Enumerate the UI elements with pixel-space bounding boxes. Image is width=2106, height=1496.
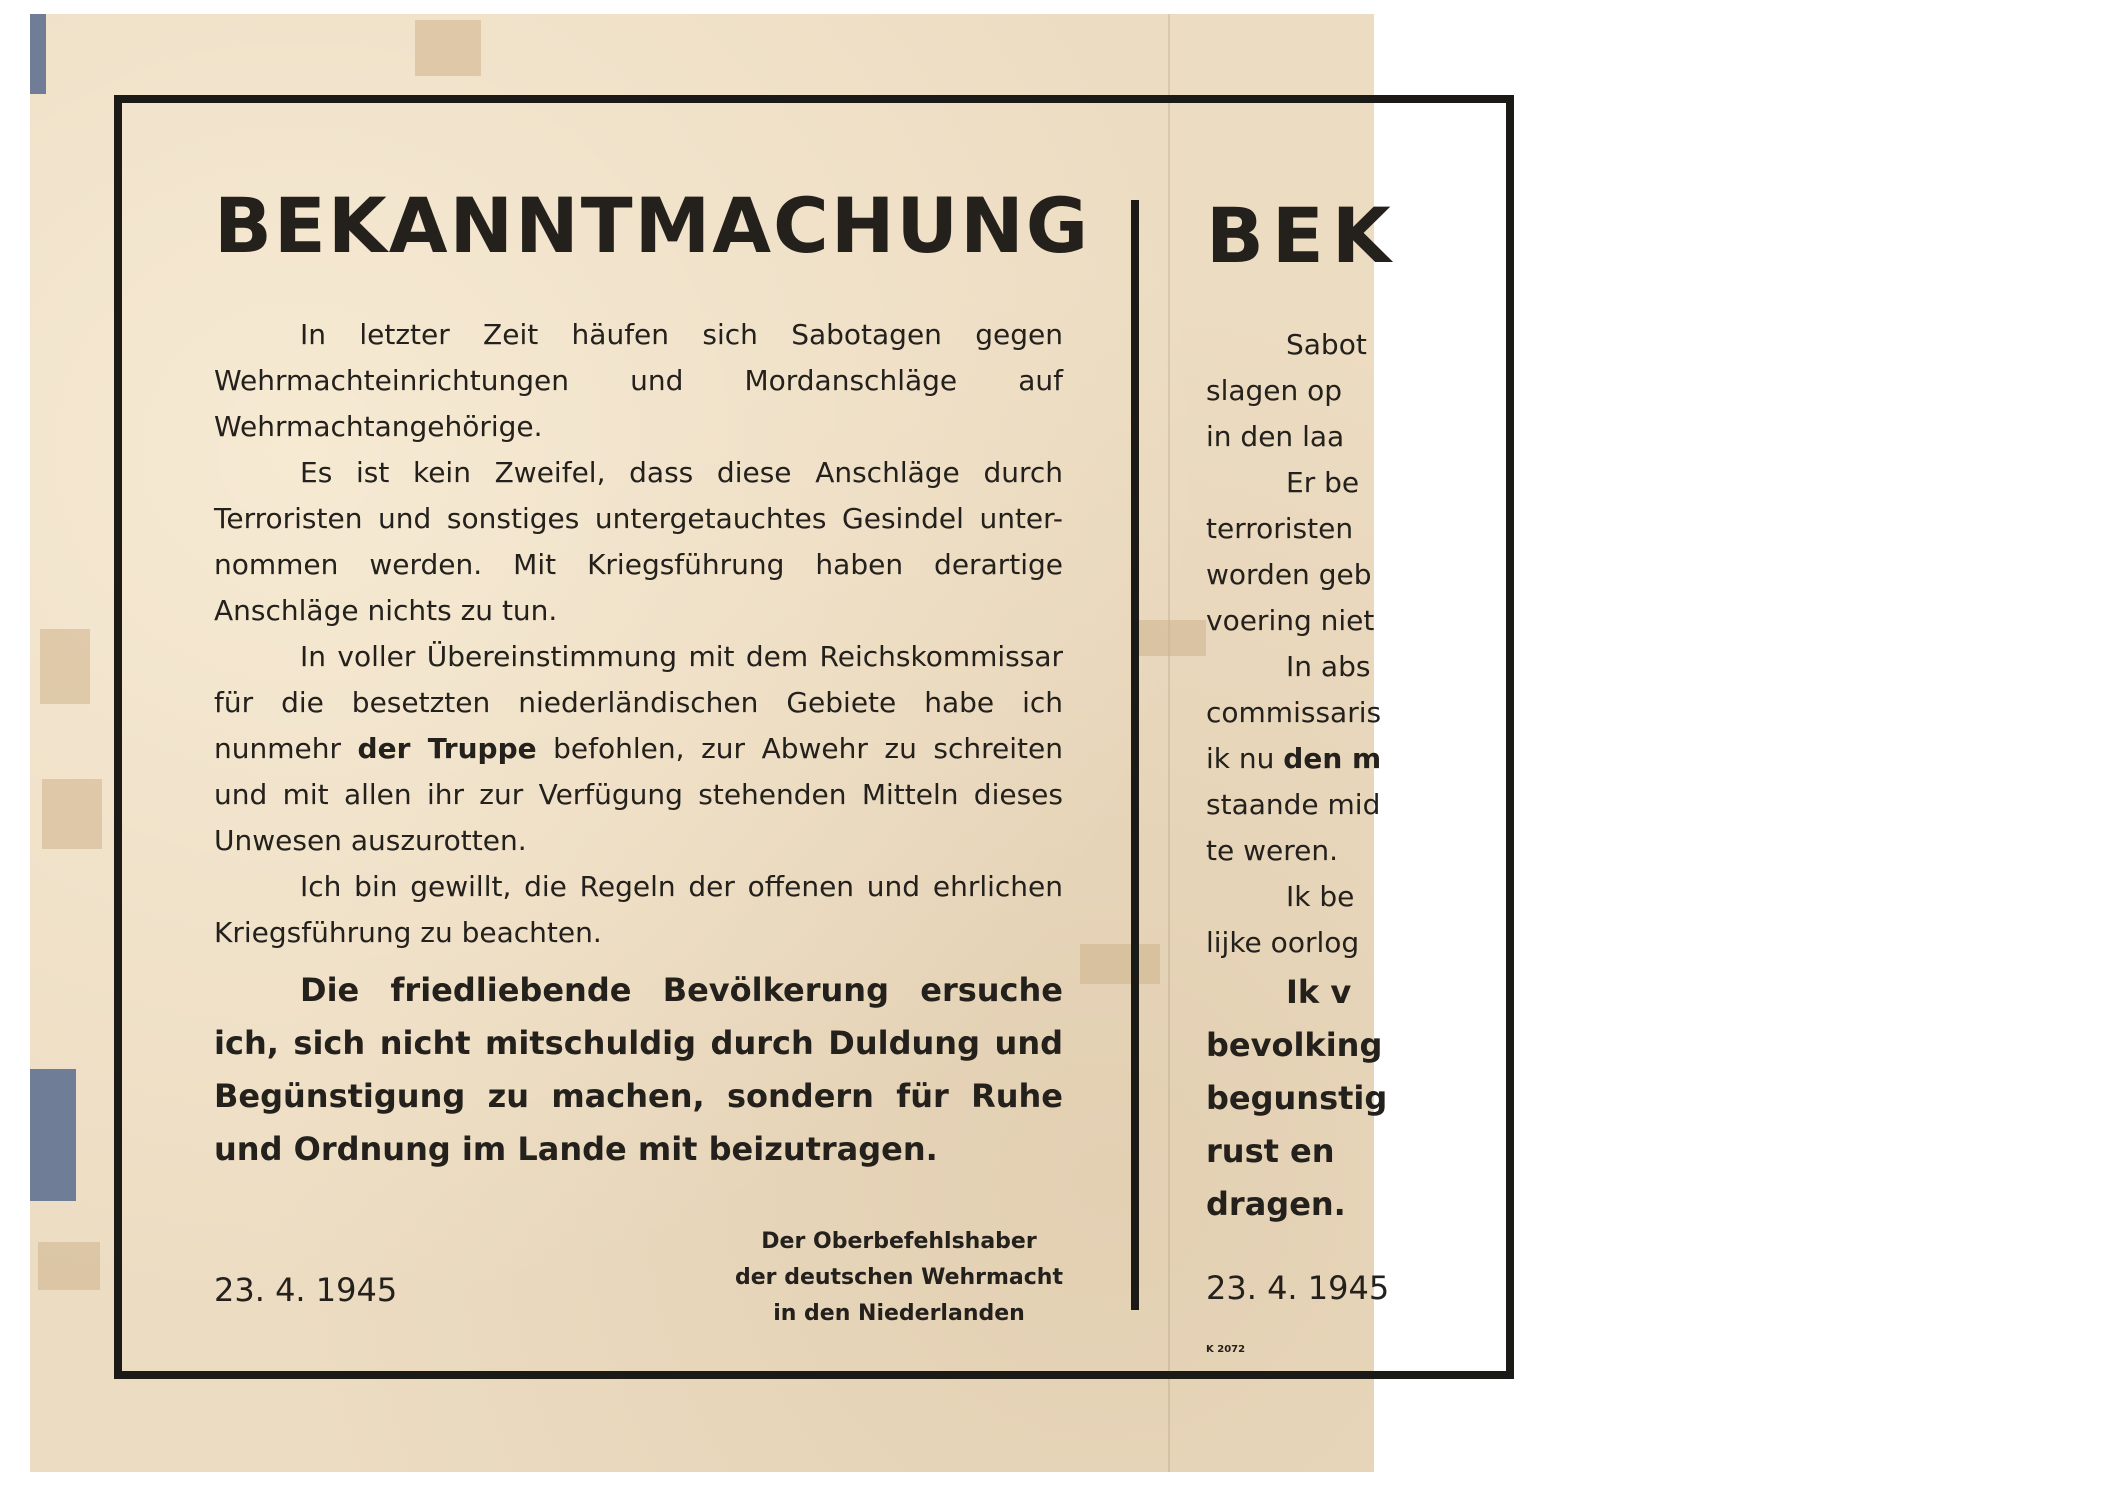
dutch-line: Sabot [1286,327,1367,361]
signature-line-3: in den Niederlanden [773,1301,1025,1326]
dutch-title: BEK [1206,191,1399,280]
print-code: K 2072 [1206,1344,1246,1355]
german-footer [214,1224,1063,1324]
german-signature [735,1224,1063,1332]
tape-mark [38,1242,100,1290]
dutch-appeal-line: begunstig [1206,1078,1388,1117]
torn-corner-mark [30,14,46,94]
dutch-line: terroristen [1206,511,1354,545]
dutch-line-bold: den m [1283,741,1382,775]
tape-mark [42,779,102,849]
dutch-line: Er be [1286,465,1360,499]
dutch-line: lijke oorlog [1206,925,1360,959]
dutch-line [1206,736,2106,782]
german-paragraph-3-end: befohlen, zur Abwehr zu schreiten und mit allen ihr zur Verfügung stehenden Mitteln dieses Unwesen auszurotten. [214,731,1063,857]
dutch-line-start: ik nu [1206,741,1284,775]
tape-mark [40,629,90,704]
column-divider [1131,200,1139,1310]
dutch-line: In abs [1286,649,1371,683]
dutch-line: commissaris [1206,695,1382,729]
german-title: BEKANNTMACHUNG [214,181,1091,270]
dutch-date: 23. 4. 1945 [1206,1269,1390,1307]
dutch-line: in den laa [1206,419,1345,453]
signature-line-1: Der Oberbefehlshaber [761,1229,1037,1254]
german-paragraph-2: Es ist kein Zweifel, dass diese Anschläge durch Terroristen und sonstiges untergetauchtes Gesindel unter-nommen werden. Mit Kriegsführung haben derartige Anschläge nichts zu tun. [214,455,1063,627]
german-paragraph-1: In letzter Zeit häufen sich Sabotagen gegen Wehrmachteinrichtungen und Mordanschläge auf Wehrmachtangehörige. [214,317,1063,443]
dutch-appeal-line: rust en [1206,1131,1335,1170]
german-paragraph-3-bold: der Truppe [357,731,537,765]
dutch-line: voering niet [1206,603,1375,637]
tape-mark [415,20,481,76]
dutch-line: staande mid [1206,787,1381,821]
dutch-appeal-line: Ik v [1286,972,1352,1011]
dutch-appeal-line: dragen. [1206,1184,1346,1223]
dutch-panel [1206,184,2106,1355]
dutch-line: worden geb [1206,557,1372,591]
german-panel [214,181,1091,1326]
dutch-line: te weren. [1206,833,1339,867]
german-appeal: Die friedliebende Bevölkerung ersuche ich, sich nicht mitschuldig durch Duldung und Begünstigung zu machen, sondern für Ruhe und Ordnung im Lande mit beizutragen. [214,970,1063,1168]
german-paragraph-3-start: In voller Übereinstimmung mit dem Reichskommissar für die besetzten niederländischen Gebiete habe ich nunmehr [214,639,1063,765]
signature-line-2: der deutschen Wehrmacht [735,1265,1063,1290]
torn-edge-mark [30,1069,76,1201]
german-paragraph-3 [214,634,1063,864]
poster-sheet [30,14,1399,1472]
german-date: 23. 4. 1945 [214,1271,398,1309]
dutch-appeal-line: bevolking [1206,1025,1383,1064]
dutch-line: slagen op [1206,373,1343,407]
german-paragraph-4: Ich bin gewillt, die Regeln der offenen und ehrlichen Kriegsführung zu beachten. [214,869,1063,949]
dutch-line: Ik be [1286,879,1355,913]
